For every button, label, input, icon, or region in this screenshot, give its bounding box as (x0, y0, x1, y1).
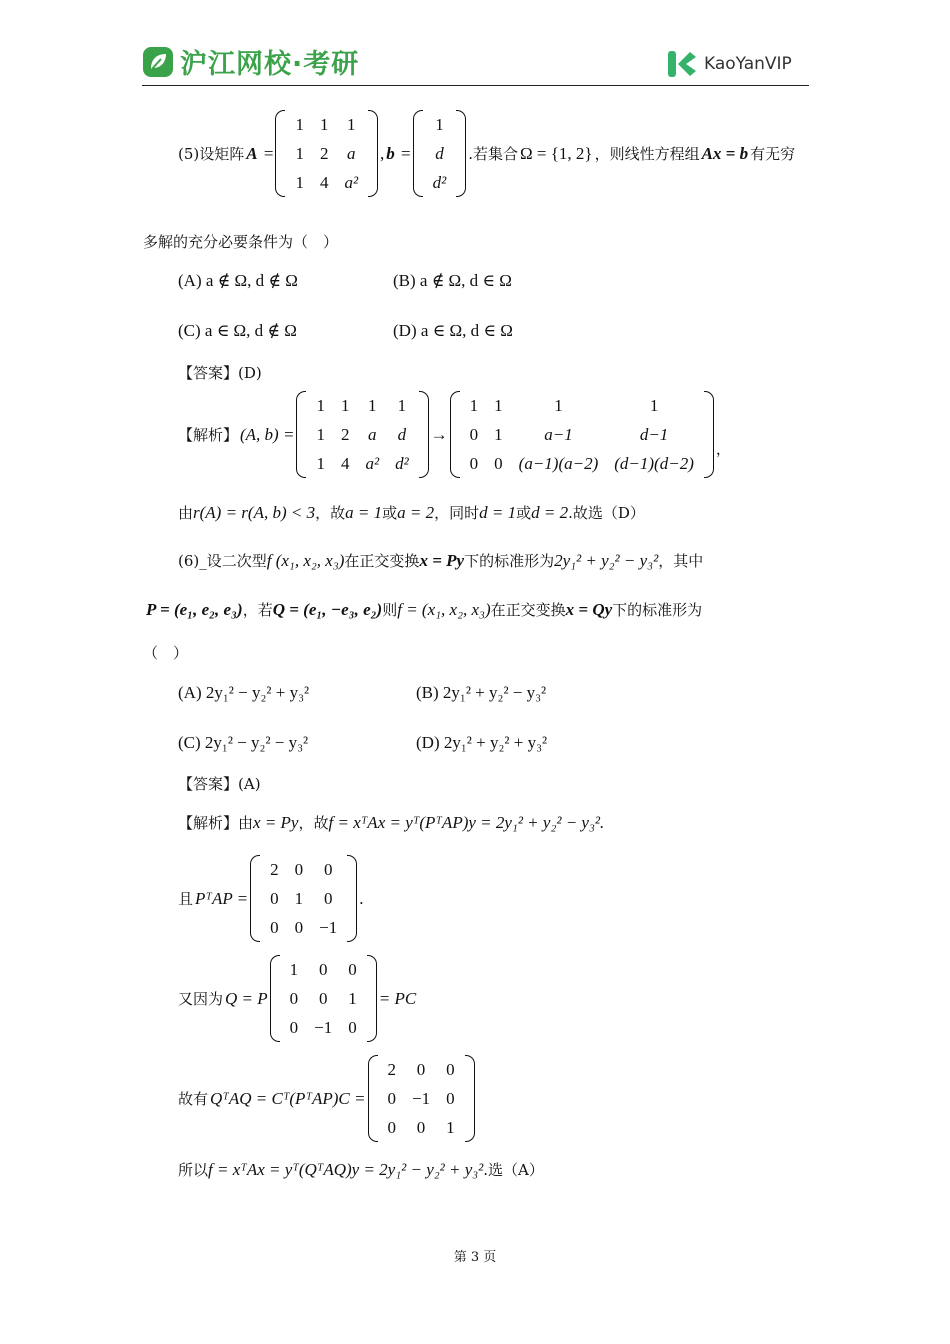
text-q6-period: . (359, 888, 364, 908)
q5-text-after: .若集合 (468, 144, 519, 163)
omega-set: Ω = {1, 2} (520, 143, 593, 163)
q5-option-a: (A) a ∉ Ω, d ∉ Ω (178, 271, 298, 290)
matrix-cell: 0 (318, 988, 328, 1008)
text-q6-t5: 则 (382, 601, 398, 619)
q5-prefix: (5)设矩阵 (178, 144, 245, 163)
text-q5-conclusion_i: 或 (516, 504, 532, 522)
text-q5-conclusion_c: ，故 (315, 504, 346, 522)
matrix-cell: d² (432, 172, 447, 192)
analysis-label: 【解析】 (178, 425, 239, 444)
brand-name: 沪江网校·考研 (180, 49, 360, 80)
vector-b (413, 110, 467, 197)
text-q6-t7: 下的标准形为 (612, 601, 703, 619)
text-q5-conclusion_j: d = 2 (531, 503, 569, 522)
matrix-cell: 4 (340, 453, 350, 473)
text-q5-conclusion_e: 或 (382, 504, 398, 522)
matrix-cell: 0 (416, 1117, 426, 1137)
text-q6-a1_eq1: x = Py (253, 813, 299, 832)
q6-statement-line1 (178, 551, 703, 571)
matrix-cell: a (368, 424, 377, 444)
text-q6-q_eq: Q = P (225, 988, 268, 1008)
text-q5-conclusion_f: a = 2 (397, 503, 435, 522)
text-q6-a1_text: 由 (238, 814, 254, 832)
text-q6-xpy: x = Py (419, 551, 465, 570)
matrix-cell: 1 (554, 395, 563, 415)
q6-ptap (178, 855, 364, 942)
matrix-cell: d (435, 143, 444, 163)
header-rule (142, 85, 809, 86)
matrix-cell: −1 (314, 1017, 333, 1037)
matrix-cell: a (346, 143, 356, 163)
matrix-a (275, 110, 378, 197)
text-q6-thus_text: 故有 (178, 1089, 209, 1108)
text-q6-and_text: 且 (178, 889, 194, 908)
answer-label: 【答案】 (178, 364, 239, 382)
text-q6-answer_label: 【答案】 (178, 775, 239, 793)
matrix-c (270, 955, 377, 1042)
matrix-cell: 0 (323, 888, 333, 908)
matrix-cell: 1 (368, 395, 377, 415)
q6-final (178, 1160, 544, 1180)
matrix-cell: (d−1)(d−2) (614, 453, 694, 473)
q5-answer (178, 363, 262, 383)
matrix-cell: 1 (294, 888, 304, 908)
matrix-cell: 2 (319, 143, 329, 163)
text-q6-t1: 在正交变换 (344, 552, 420, 570)
text-q6-also_text: 又因为 (178, 989, 224, 1008)
text-q6-t2: 下的标准形为 (464, 552, 555, 570)
matrix-cell: −1 (412, 1088, 431, 1108)
q6-option-a: (A) 2y₁² − y₂² + y₃² (178, 683, 310, 702)
text-q6-ptap: PᵀAP = (195, 888, 249, 908)
matrix-cell: 0 (289, 1017, 299, 1037)
matrix-cell: 1 (316, 424, 325, 444)
matrix-cell: 0 (289, 988, 299, 1008)
text-q6-eq_pc: = PC (378, 988, 417, 1008)
matrix-cell: 0 (294, 859, 304, 879)
matrix-cell: 0 (294, 917, 304, 937)
text-q6-final_tail: .选（A） (483, 1161, 544, 1179)
matrix-cell: 0 (446, 1088, 455, 1108)
text-q6-a1_text2: ，故 (298, 814, 329, 832)
matrix-cell: 0 (494, 453, 503, 473)
text-q6-t3: ，其中 (658, 552, 704, 570)
matrix-cell: 1 (348, 988, 357, 1008)
matrix-cell: 0 (469, 453, 479, 473)
q5-text-tail: ，则线性方程组 (594, 144, 700, 163)
q5-conclusion (178, 503, 645, 523)
text-q5-conclusion_k: .故选（D） (568, 504, 645, 522)
augmented-matrix-1 (296, 391, 428, 478)
text-q6-t6: 在正交变换 (490, 601, 566, 619)
q5-statement: (5)设矩阵 A = 1 1 1 1 2 a 1 4 a² , b = 1 d d² .若集合 Ω = {1, 2} ，则线性方程组 Ax = b 有无穷 (178, 110, 795, 197)
text-q5-conclusion_d: a = 1 (345, 503, 383, 522)
matrix-cell: 0 (387, 1088, 396, 1108)
page-number: 第 3 页 (453, 1250, 497, 1265)
q6-option-d: (D) 2y₁² + y₂² + y₃² (416, 733, 548, 752)
text-q6-qdef: Q = (e₁, −e₃, e₂) (272, 600, 383, 619)
text-q5-conclusion_h: d = 1 (479, 503, 517, 522)
matrix-cell: 4 (319, 172, 329, 192)
matrix-cell: d−1 (639, 424, 669, 444)
matrix-cell: d (397, 424, 407, 444)
matrix-cell: 2 (387, 1059, 396, 1079)
matrix-cell: 0 (318, 959, 328, 979)
q5-analysis (178, 391, 731, 478)
q6-answer (178, 774, 261, 794)
text-q6-qtaq: QᵀAQ = Cᵀ(PᵀAP)C = (210, 1088, 366, 1108)
q5-text-end: 有无穷 (750, 144, 796, 163)
matrix-cell: 1 (346, 114, 356, 134)
text-q6-pdef: P = (e₁, e₂, e₃) (146, 600, 243, 619)
aug-lhs: (A, b) = (240, 424, 295, 444)
matrix-cell: (a−1)(a−2) (518, 453, 599, 473)
text-q5-conclusion_g: ，同时 (434, 504, 480, 522)
augmented-matrix-2 (450, 391, 714, 478)
matrix-cell: −1 (319, 917, 338, 937)
text-q6-analysis_label: 【解析】 (178, 814, 239, 832)
q6-option-c: (C) 2y₁² − y₂² − y₃² (178, 733, 309, 752)
matrix-cell: 1 (295, 114, 304, 134)
text-q6-f2: f = (x₁, x₂, x₃) (397, 600, 491, 619)
text-q6-prefix: (6)_设二次型 (178, 552, 267, 570)
matrix-cell: 0 (323, 859, 333, 879)
matrix-cell: 1 (295, 172, 304, 192)
matrix-cell: a² (365, 453, 380, 473)
matrix-qtaq (368, 1055, 475, 1142)
matrix-cell: 1 (494, 424, 503, 444)
comma: ， (715, 439, 731, 458)
arrow-icon: → (430, 424, 448, 444)
brand-logo-left (142, 42, 359, 81)
q6-qtaq (178, 1055, 475, 1142)
matrix-cell: a² (344, 172, 359, 192)
text-q6-t4: ，若 (242, 601, 273, 619)
q6-option-b: (B) 2y₁² + y₂² − y₃² (416, 683, 547, 702)
matrix-cell: 1 (446, 1117, 455, 1137)
matrix-cell: 0 (387, 1117, 396, 1137)
k-logo-icon (666, 48, 698, 80)
q5-line2: 多解的充分必要条件为（ ） (143, 233, 339, 251)
q6-analysis-line1 (178, 813, 604, 833)
q5-option-c: (C) a ∈ Ω, d ∉ Ω (178, 321, 297, 340)
matrix-cell: 0 (270, 917, 279, 937)
matrix-cell: 0 (348, 959, 357, 979)
matrix-cell: 2 (340, 424, 350, 444)
matrix-cell: 1 (289, 959, 299, 979)
brand-name-right: KaoYanVIP (704, 54, 792, 74)
text-q6-so_text: 所以 (178, 1161, 209, 1179)
matrix-cell: 2 (270, 859, 279, 879)
matrix-cell: 0 (348, 1017, 357, 1037)
matrix-cell: 1 (340, 395, 350, 415)
text-q5-conclusion_b: r(A) = r(A, b) < 3 (193, 503, 316, 522)
matrix-ptap (250, 855, 357, 942)
q6-q-eq (178, 955, 416, 1042)
matrix-cell: 1 (316, 395, 325, 415)
q5-equation: Ax = b (701, 143, 749, 163)
matrix-cell: 1 (295, 143, 304, 163)
q6-statement-line2 (146, 600, 702, 620)
matrix-cell: 1 (316, 453, 325, 473)
matrix-cell: 1 (319, 114, 329, 134)
matrix-cell: 1 (649, 395, 659, 415)
q5-option-b: (B) a ∉ Ω, d ∈ Ω (393, 271, 512, 290)
q6-paren: （ ） (143, 644, 189, 662)
matrix-cell: a−1 (544, 424, 573, 444)
brand-logo-right (666, 48, 792, 80)
matrix-cell: 1 (494, 395, 503, 415)
matrix-cell: d² (395, 453, 409, 473)
answer-value: (D) (238, 364, 262, 382)
text-q6-f: f (x₁, x₂, x₃) (266, 551, 345, 570)
matrix-cell: 0 (446, 1059, 455, 1079)
text-q6-a1_eq2: f = xᵀAx = yᵀ(PᵀAP)y = 2y₁² + y₂² − y₃². (328, 813, 605, 832)
text-q5-conclusion_a: 由 (178, 504, 194, 522)
matrix-cell: 1 (469, 395, 479, 415)
text-q6-answer: (A) (238, 775, 261, 793)
matrix-cell: 0 (416, 1059, 426, 1079)
matrix-cell: 1 (435, 114, 444, 134)
leaf-logo-icon (142, 46, 174, 78)
matrix-cell: 0 (469, 424, 479, 444)
text-q6-std: 2y₁² + y₂² − y₃² (554, 551, 659, 570)
matrix-cell: 1 (397, 395, 407, 415)
q5-option-d: (D) a ∈ Ω, d ∈ Ω (393, 321, 513, 340)
text-q6-xqy: x = Qy (565, 600, 613, 619)
matrix-cell: 0 (270, 888, 279, 908)
text-q6-final_eq: f = xᵀAx = yᵀ(QᵀAQ)y = 2y₁² − y₂² + y₃² (208, 1160, 484, 1179)
